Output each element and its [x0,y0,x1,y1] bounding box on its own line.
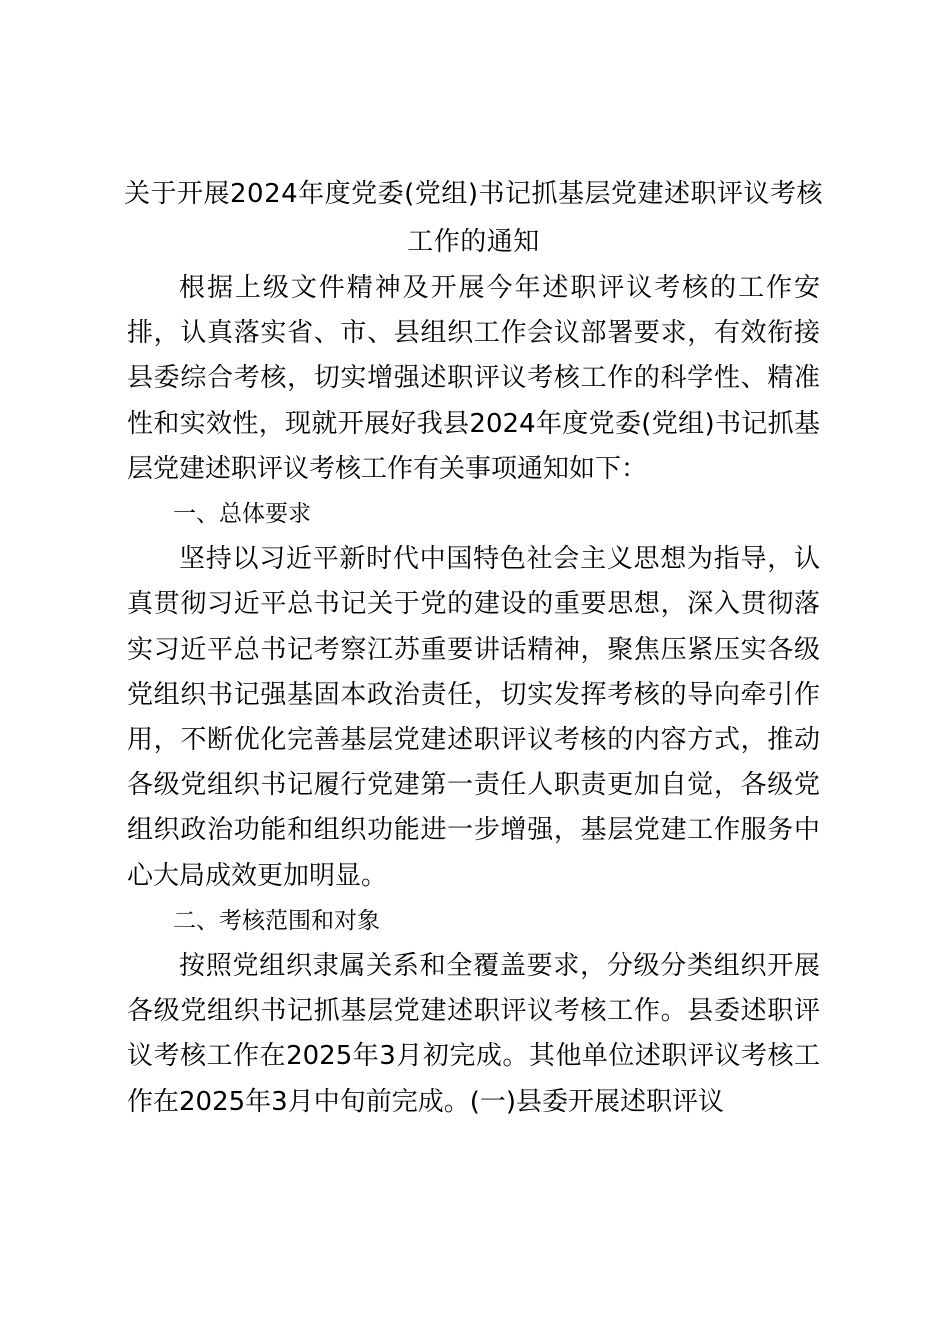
intro-paragraph: 根据上级文件精神及开展今年述职评议考核的工作安排，认真落实省、市、县组织工作会议部署要求，有效衔接县委综合考核，切实增强述职评议考核工作的科学性、精准性和实效性，现就开展好我县2024年度党委(党组)书记抓基层党建述职评议考核工作有关事项通知如下： [127,273,820,484]
document-page [124,170,823,1125]
section-body-general-requirements: 坚持以习近平新时代中国特色社会主义思想为指导，认真贯彻习近平总书记关于党的建设的重要思想，深入贯彻落实习近平总书记考察江苏重要讲话精神，聚焦压紧压实各级党组织书记强基固本政治责任，切实发挥考核的导向牵引作用，不断优化完善基层党建述职评议考核的内容方式，推动各级党组织书记履行党建第一责任人职责更加自觉，各级党组织政治功能和组织功能进一步增强，基层党建工作服务中心大局成效更加明显。 [127,544,820,891]
document-title: 关于开展2024年度党委(党组)书记抓基层党建述职评议考核工作的通知 [124,179,823,257]
section-heading-general-requirements: 一、总体要求 [173,501,311,528]
section-body-scope-and-targets: 按照党组织隶属关系和全覆盖要求，分级分类组织开展各级党组织书记抓基层党建述职评议考核工作。县委述职评议考核工作在2025年3月初完成。其他单位述职评议考核工作在2025年3月中旬前完成。(一)县委开展述职评议 [127,951,820,1117]
section-heading-scope-and-targets: 二、考核范围和对象 [173,907,380,934]
